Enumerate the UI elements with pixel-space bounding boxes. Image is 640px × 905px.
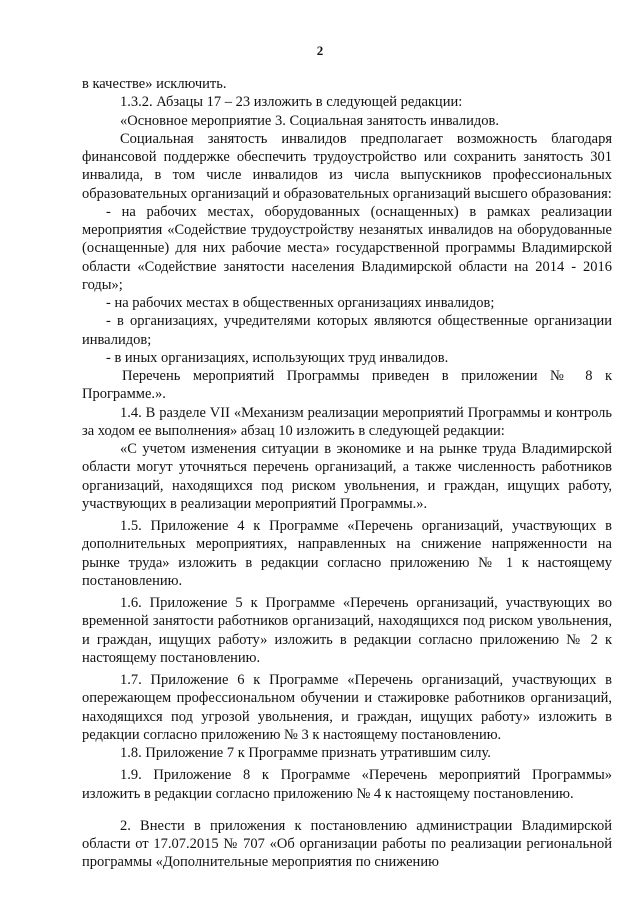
- paragraph: 1.3.2. Абзацы 17 – 23 изложить в следующей редакции:: [120, 94, 463, 111]
- list-item: - в организациях, учредителями которых являются общественные организации инвалидов;: [82, 313, 612, 348]
- paragraph: Перечень мероприятий Программы приведен в приложении № 8 к Программе.».: [82, 368, 612, 403]
- paragraph: 2. Внести в приложения к постановлению администрации Владимирской области от 17.07.2015 № 707 «Об организации работы по реализации региональной программы «Дополнительные мероприятия по снижению: [82, 817, 612, 871]
- list-item: - в иных организациях, использующих труд инвалидов.: [106, 349, 449, 366]
- paragraph: «С учетом изменения ситуации в экономике и на рынке труда Владимирской области могут уточняться перечень организаций, а также численность работников организаций, находящихся под риском увольнения, и граждан, ищущих работу, участвующих в реализации мероприятий Программы.».: [82, 441, 612, 512]
- list-item: - на рабочих местах в общественных организациях инвалидов;: [106, 295, 495, 311]
- paragraph: «Основное мероприятие 3. Социальная занятость инвалидов.: [120, 112, 500, 129]
- document-body: [82, 75, 612, 872]
- list-item: - на рабочих местах, оборудованных (оснащенных) в рамках реализации мероприятия «Содействие трудоустройству незанятых инвалидов на оборудованные (оснащенные) для них рабочие места» государственной программы Владимирской области «Содействие занятости населения Владимирской области на 2014 - 2016 годы»;: [82, 203, 612, 293]
- paragraph: 1.7. Приложение 6 к Программе «Перечень организаций, участвующих в опережающем профессиональном обучении и стажировке работников организаций, находящихся под угрозой увольнения, и граждан, ищущих работу» изложить в редакции согласно приложению № 3 к настоящему постановлению.: [82, 672, 612, 743]
- paragraph: 1.5. Приложение 4 к Программе «Перечень организаций, участвующих в дополнительных мероприятиях, направленных на снижение напряженности на рынке труда» изложить в редакции согласно приложению № 1 к настоящему постановлению.: [82, 518, 612, 589]
- page-number: 2: [316, 43, 324, 58]
- paragraph: 1.8. Приложение 7 к Программе признать утратившим силу.: [120, 745, 491, 761]
- paragraph: 1.9. Приложение 8 к Программе «Перечень мероприятий Программы» изложить в редакции согласно приложению № 4 к настоящему постановлению.: [82, 767, 612, 802]
- paragraph: в качестве» исключить.: [82, 76, 227, 92]
- paragraph: 1.6. Приложение 5 к Программе «Перечень организаций, участвующих во временной занятости работников организаций, находящихся под риском увольнения, и граждан, ищущих работу» изложить в редакции согласно приложению № 2 к настоящему постановлению.: [82, 595, 612, 666]
- paragraph: 1.4. В разделе VII «Механизм реализации мероприятий Программы и контроль за ходом ее выполнения» абзац 10 изложить в следующей редакции:: [82, 404, 612, 439]
- paragraph: Социальная занятость инвалидов предполагает возможность благодаря финансовой поддержке обеспечить трудоустройство или сохранить занятость 301 инвалида, в том числе инвалидов из числа выпускников профессиональных образовательных организаций и образовательных организаций высшего образования:: [82, 130, 612, 202]
